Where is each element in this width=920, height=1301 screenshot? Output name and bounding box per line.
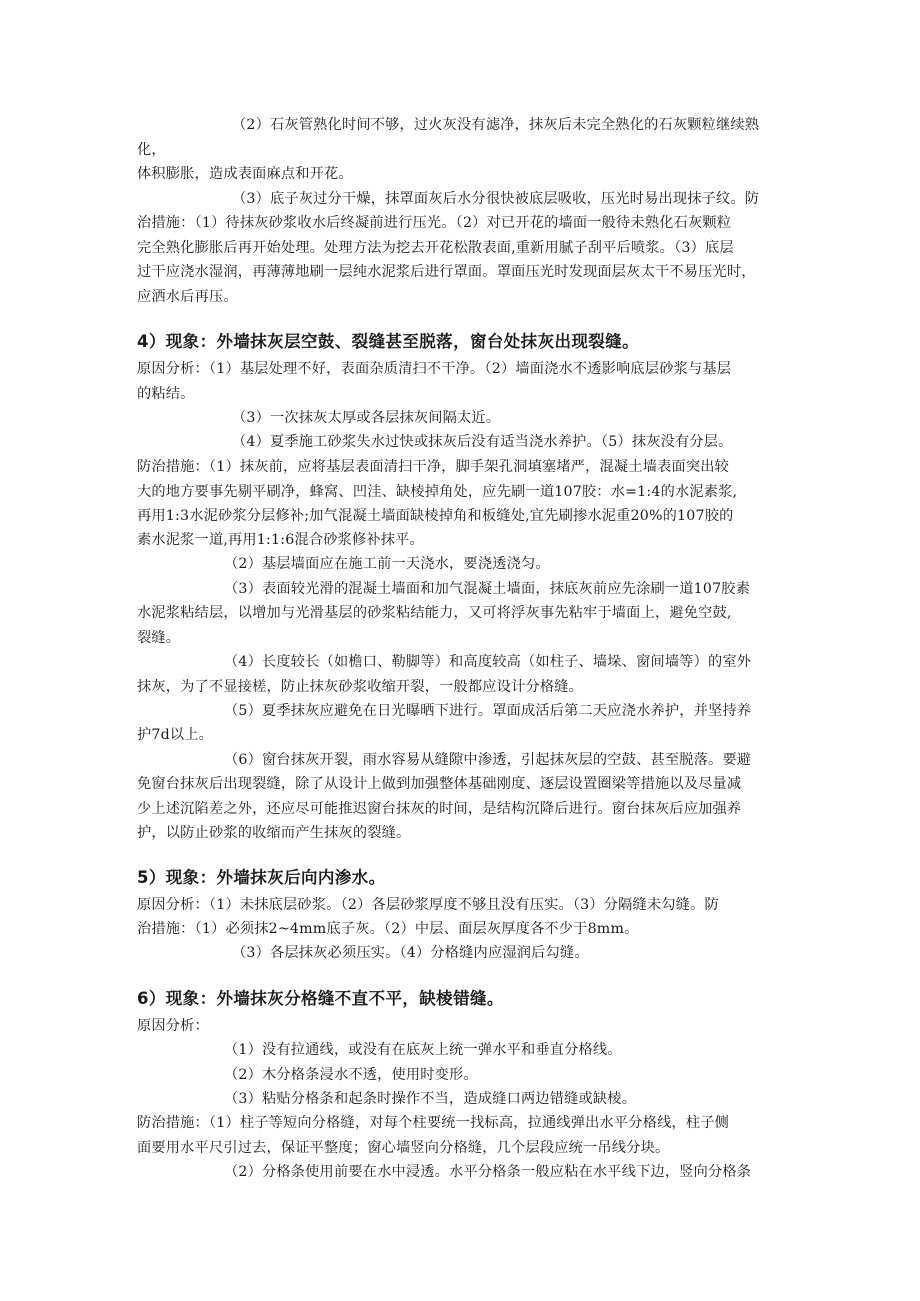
paragraph-line: （3）表面较光滑的混凝土墙面和加气混凝土墙面，抹底灰前应先涂刷一道107胶素 bbox=[224, 581, 751, 597]
paragraph-line: 治措施：（1）待抹灰砂浆收水后终凝前进行压光。（2）对已开花的墙面一般待未熟化石灰颗粒 bbox=[137, 215, 732, 231]
paragraph-line: 的粘结。 bbox=[137, 386, 195, 402]
paragraph-line: 原因分析：（1）未抹底层砂浆。（2）各层砂浆厚度不够且没有压实。（3）分隔缝未勾缝。防 bbox=[137, 897, 719, 913]
paragraph-line: 护7d以上。 bbox=[137, 727, 214, 743]
paragraph-line: 素水泥浆一道,再用1:1:6混合砂浆修补抹平。 bbox=[137, 532, 424, 548]
paragraph-line: 体积膨胀，造成表面麻点和开花。 bbox=[137, 166, 353, 182]
section-heading: 4）现象：外墙抹灰层空鼓、裂缝甚至脱落，窗台处抹灰出现裂缝。 bbox=[137, 332, 639, 351]
paragraph-line: 免窗台抹灰后出现裂缝，除了从设计上做到加强整体基础刚度、逐层设置圈梁等措施以及尽量减 bbox=[137, 776, 742, 792]
paragraph-line: 治措施：（1）必须抹2~4mm底子灰。（2）中层、面层灰厚度各不少于8mm。 bbox=[137, 921, 639, 937]
paragraph-line: 完全熟化膨胀后再开始处理。处理方法为挖去开花松散表面,重新用腻子刮平后喷浆。（3）底层 bbox=[137, 240, 734, 256]
paragraph-line: 防治措施：（1）抹灰前，应将基层表面清扫干净，脚手架孔洞填塞堵严，混凝土墙表面突出较 bbox=[137, 459, 730, 475]
paragraph-line: 护，以防止砂浆的收缩而产生抹灰的裂缝。 bbox=[137, 825, 411, 841]
paragraph-line: （3）一次抹灰太厚或各层抹灰间隔太近。 bbox=[232, 410, 501, 426]
paragraph-line: 防治措施：（1）柱子等短向分格缝，对每个柱要统一找标高，拉通线弹出水平分格线，柱子侧 bbox=[137, 1115, 730, 1131]
paragraph-line: （2）木分格条浸水不透，使用时变形。 bbox=[224, 1067, 478, 1083]
paragraph-line: 少上述沉陷差之外，还应尽可能推迟窗台抹灰的时间，是结构沉降后进行。窗台抹灰后应加强养 bbox=[137, 801, 742, 817]
paragraph-line: （1）没有拉通线，或没有在底灰上统一弹水平和垂直分格线。 bbox=[224, 1042, 622, 1058]
paragraph-line: （4）长度较长（如檐口、勒脚等）和高度较高（如柱子、墙垛、窗间墙等）的室外 bbox=[224, 654, 752, 670]
paragraph-line: 抹灰，为了不显接槎，防止抹灰砂浆收缩开裂，一般都应设计分格缝。 bbox=[137, 679, 584, 695]
paragraph-line: 再用1:3水泥砂浆分层修补;加气混凝土墙面缺棱掉角和板缝处,宜先刷掺水泥重20%的107胶的 bbox=[137, 508, 734, 524]
paragraph-line: （4）夏季施工砂浆失水过快或抹灰后没有适当浇水养护。（5）抹灰没有分层。 bbox=[232, 434, 733, 450]
paragraph-line: 大的地方要事先剔平刷净，蜂窝、凹洼、缺棱掉角处，应先刷一道107胶：水=1:4的水泥素浆, bbox=[137, 484, 738, 500]
paragraph-line: 应洒水后再压。 bbox=[137, 289, 238, 305]
paragraph-line: 原因分析： bbox=[137, 1018, 209, 1034]
section-heading: 6）现象：外墙抹灰分格缝不直不平，缺棱错缝。 bbox=[137, 989, 504, 1008]
paragraph-line: （2）基层墙面应在施工前一天浇水，要浇透浇匀。 bbox=[224, 556, 550, 572]
paragraph-line: （5）夏季抹灰应避免在日光曝晒下进行。罩面成活后第二天应浇水养护，并坚持养 bbox=[224, 703, 752, 719]
paragraph-line: （3）各层抹灰必须压实。（4）分格缝内应湿润后勾缝。 bbox=[232, 945, 589, 961]
paragraph-line: 化， bbox=[137, 142, 166, 158]
paragraph-line: 原因分析：（1）基层处理不好，表面杂质清扫不干净。（2）墙面浇水不透影响底层砂浆与基层 bbox=[137, 361, 732, 377]
paragraph-line: （2）分格条使用前要在水中浸透。水平分格条一般应粘在水平线下边，竖向分格条 bbox=[224, 1164, 752, 1180]
paragraph-line: （3）粘贴分格条和起条时操作不当，造成缝口两边错缝或缺棱。 bbox=[224, 1091, 637, 1107]
paragraph-line: （6）窗台抹灰开裂，雨水容易从缝隙中渗透，引起抹灰层的空鼓、甚至脱落。要避 bbox=[224, 752, 752, 768]
paragraph-line: 面要用水平尺引过去，保证平整度；窗心墙竖向分格缝，几个层段应统一吊线分块。 bbox=[137, 1140, 670, 1156]
paragraph-line: 裂缝。 bbox=[137, 630, 181, 646]
paragraph-line: 水泥浆粘结层，以增加与光滑基层的砂浆粘结能力，又可将浮灰事先粘牢于墙面上，避免空鼓, bbox=[137, 605, 732, 621]
paragraph-line: （2）石灰管熟化时间不够，过火灰没有滤净，抹灰后未完全熟化的石灰颗粒继续熟 bbox=[232, 117, 760, 133]
paragraph-line: （3）底子灰过分干燥，抹罩面灰后水分很快被底层吸收，压光时易出现抹子纹。防 bbox=[232, 191, 760, 207]
paragraph-line: 过干应浇水湿润，再薄薄地刷一层纯水泥浆后进行罩面。罩面压光时发现面层灰太干不易压光时， bbox=[137, 264, 756, 280]
section-heading: 5）现象：外墙抹灰后向内渗水。 bbox=[137, 868, 386, 887]
